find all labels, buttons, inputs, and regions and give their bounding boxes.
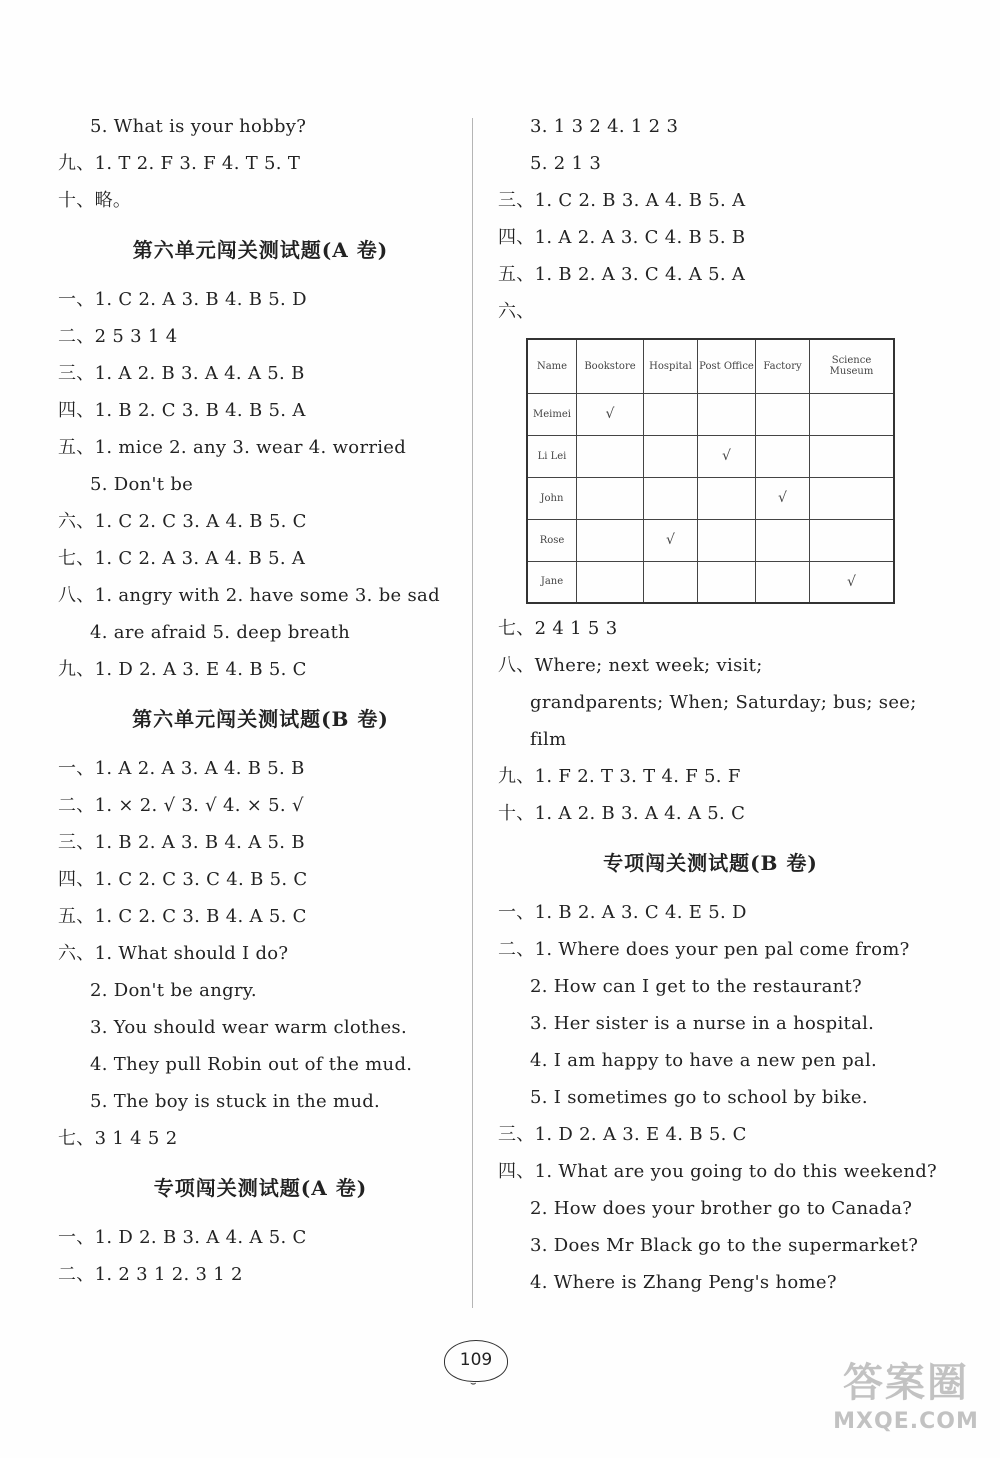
check-cell — [756, 393, 810, 435]
section-heading: 专项闯关测试题(A 卷) — [153, 1176, 368, 1200]
answer-line: 四、1. What are you going to do this weekend? — [498, 1161, 938, 1182]
answer-line: 一、1. A 2. A 3. A 4. B 5. B — [58, 758, 305, 779]
answer-line: 九、1. F 2. T 3. T 4. F 5. F — [498, 766, 741, 787]
answer-line: 二、1. × 2. √ 3. √ 4. × 5. √ — [58, 795, 304, 816]
check-cell — [810, 393, 895, 435]
row-name: Meimei — [527, 393, 577, 435]
check-cell — [756, 435, 810, 477]
check-cell — [698, 519, 756, 561]
answer-line: 九、1. D 2. A 3. E 4. B 5. C — [58, 659, 307, 680]
check-cell: √ — [698, 435, 756, 477]
answer-line: 5. Don't be — [90, 474, 194, 495]
answer-table — [526, 338, 895, 604]
answer-line: 十、1. A 2. B 3. A 4. A 5. C — [498, 803, 746, 824]
table-row — [527, 561, 894, 603]
column-header: Post Office — [698, 339, 756, 393]
column-header: Bookstore — [577, 339, 644, 393]
answer-line: 四、1. B 2. C 3. B 4. B 5. A — [58, 400, 306, 421]
watermark-url: MXQE.COM — [833, 1409, 979, 1434]
table-header-row — [527, 339, 894, 393]
check-cell — [577, 561, 644, 603]
answer-line: 一、1. C 2. A 3. B 4. B 5. D — [58, 289, 307, 310]
column-header: Name — [527, 339, 577, 393]
answer-line: 4. Where is Zhang Peng's home? — [530, 1272, 837, 1293]
check-cell — [756, 519, 810, 561]
row-name: Rose — [527, 519, 577, 561]
answer-line: grandparents; When; Saturday; bus; see; — [530, 692, 917, 713]
answer-table-wrapper — [498, 330, 903, 610]
answer-line: 5. What is your hobby? — [90, 116, 307, 137]
answer-line: 三、1. D 2. A 3. E 4. B 5. C — [498, 1124, 747, 1145]
check-cell: √ — [644, 519, 698, 561]
check-cell: √ — [756, 477, 810, 519]
answer-line: 3. Does Mr Black go to the supermarket? — [530, 1235, 919, 1256]
answer-line: 3. You should wear warm clothes. — [90, 1017, 407, 1038]
column-header: Science Museum — [810, 339, 895, 393]
answer-line: 七、1. C 2. A 3. A 4. B 5. A — [58, 548, 306, 569]
answer-line: 一、1. B 2. A 3. C 4. E 5. D — [498, 902, 747, 923]
answer-line: 5. The boy is stuck in the mud. — [90, 1091, 381, 1112]
answer-line: 六、1. C 2. C 3. A 4. B 5. C — [58, 511, 307, 532]
section-heading: 专项闯关测试题(B 卷) — [603, 851, 818, 875]
answer-line: 二、1. 2 3 1 2. 3 1 2 — [58, 1264, 243, 1285]
answer-line: 二、1. Where does your pen pal come from? — [498, 939, 910, 960]
answer-line: 四、1. C 2. C 3. C 4. B 5. C — [58, 869, 308, 890]
check-cell — [577, 519, 644, 561]
row-name: John — [527, 477, 577, 519]
page-number-ornament: ⌣ — [470, 1378, 477, 1389]
answer-line: 七、2 4 1 5 3 — [498, 618, 618, 639]
left-column — [58, 108, 463, 1293]
answer-line: 一、1. D 2. B 3. A 4. A 5. C — [58, 1227, 307, 1248]
page-number: 109 — [444, 1340, 508, 1382]
check-cell — [698, 561, 756, 603]
check-cell — [810, 519, 895, 561]
row-name: Li Lei — [527, 435, 577, 477]
answer-line: 4. are afraid 5. deep breath — [90, 622, 351, 643]
column-header: Factory — [756, 339, 810, 393]
answer-line: 八、1. angry with 2. have some 3. be sad — [58, 585, 440, 606]
answer-line: 3. Her sister is a nurse in a hospital. — [530, 1013, 875, 1034]
answer-line: 三、1. C 2. B 3. A 4. B 5. A — [498, 190, 746, 211]
answer-line: 九、1. T 2. F 3. F 4. T 5. T — [58, 153, 301, 174]
answer-line: 五、1. mice 2. any 3. wear 4. worried — [58, 437, 407, 458]
check-cell — [698, 477, 756, 519]
answer-line: film — [530, 729, 567, 750]
answer-line: 2. Don't be angry. — [90, 980, 257, 1001]
row-name: Jane — [527, 561, 577, 603]
answer-line: 5. I sometimes go to school by bike. — [530, 1087, 868, 1108]
answer-line: 五、1. C 2. C 3. B 4. A 5. C — [58, 906, 307, 927]
answer-line: 二、2 5 3 1 4 — [58, 326, 178, 347]
answer-line: 三、1. B 2. A 3. B 4. A 5. B — [58, 832, 305, 853]
table-row — [527, 435, 894, 477]
watermark-title: 答案圈 — [843, 1360, 969, 1406]
answer-line: 3. 1 3 2 4. 1 2 3 — [530, 116, 679, 137]
watermark-logo — [826, 1358, 986, 1448]
right-column — [498, 108, 938, 1301]
answer-line: 2. How can I get to the restaurant? — [530, 976, 863, 997]
section-heading: 第六单元闯关测试题(B 卷) — [132, 707, 389, 731]
check-cell — [577, 435, 644, 477]
check-cell — [756, 561, 810, 603]
check-cell — [577, 477, 644, 519]
column-header: Hospital — [644, 339, 698, 393]
answer-line: 四、1. A 2. A 3. C 4. B 5. B — [498, 227, 746, 248]
check-cell — [644, 393, 698, 435]
column-divider — [472, 118, 473, 1308]
answer-line: 4. They pull Robin out of the mud. — [90, 1054, 413, 1075]
check-cell — [810, 435, 895, 477]
check-cell — [644, 435, 698, 477]
check-cell — [644, 477, 698, 519]
answer-line: 六、1. What should I do? — [58, 943, 289, 964]
check-cell: √ — [577, 393, 644, 435]
check-cell: √ — [810, 561, 895, 603]
answer-line: 三、1. A 2. B 3. A 4. A 5. B — [58, 363, 305, 384]
answer-line: 2. How does your brother go to Canada? — [530, 1198, 913, 1219]
answer-line: 4. I am happy to have a new pen pal. — [530, 1050, 878, 1071]
answer-line: 五、1. B 2. A 3. C 4. A 5. A — [498, 264, 746, 285]
table-row — [527, 477, 894, 519]
check-cell — [644, 561, 698, 603]
answer-line: 六、 — [498, 301, 535, 322]
answer-line: 七、3 1 4 5 2 — [58, 1128, 178, 1149]
section-heading: 第六单元闯关测试题(A 卷) — [132, 238, 389, 262]
table-row — [527, 393, 894, 435]
table-row — [527, 519, 894, 561]
answer-line: 十、略。 — [58, 190, 132, 211]
check-cell — [698, 393, 756, 435]
check-cell — [810, 477, 895, 519]
answer-line: 八、Where; next week; visit; — [498, 655, 763, 676]
answer-line: 5. 2 1 3 — [530, 153, 602, 174]
